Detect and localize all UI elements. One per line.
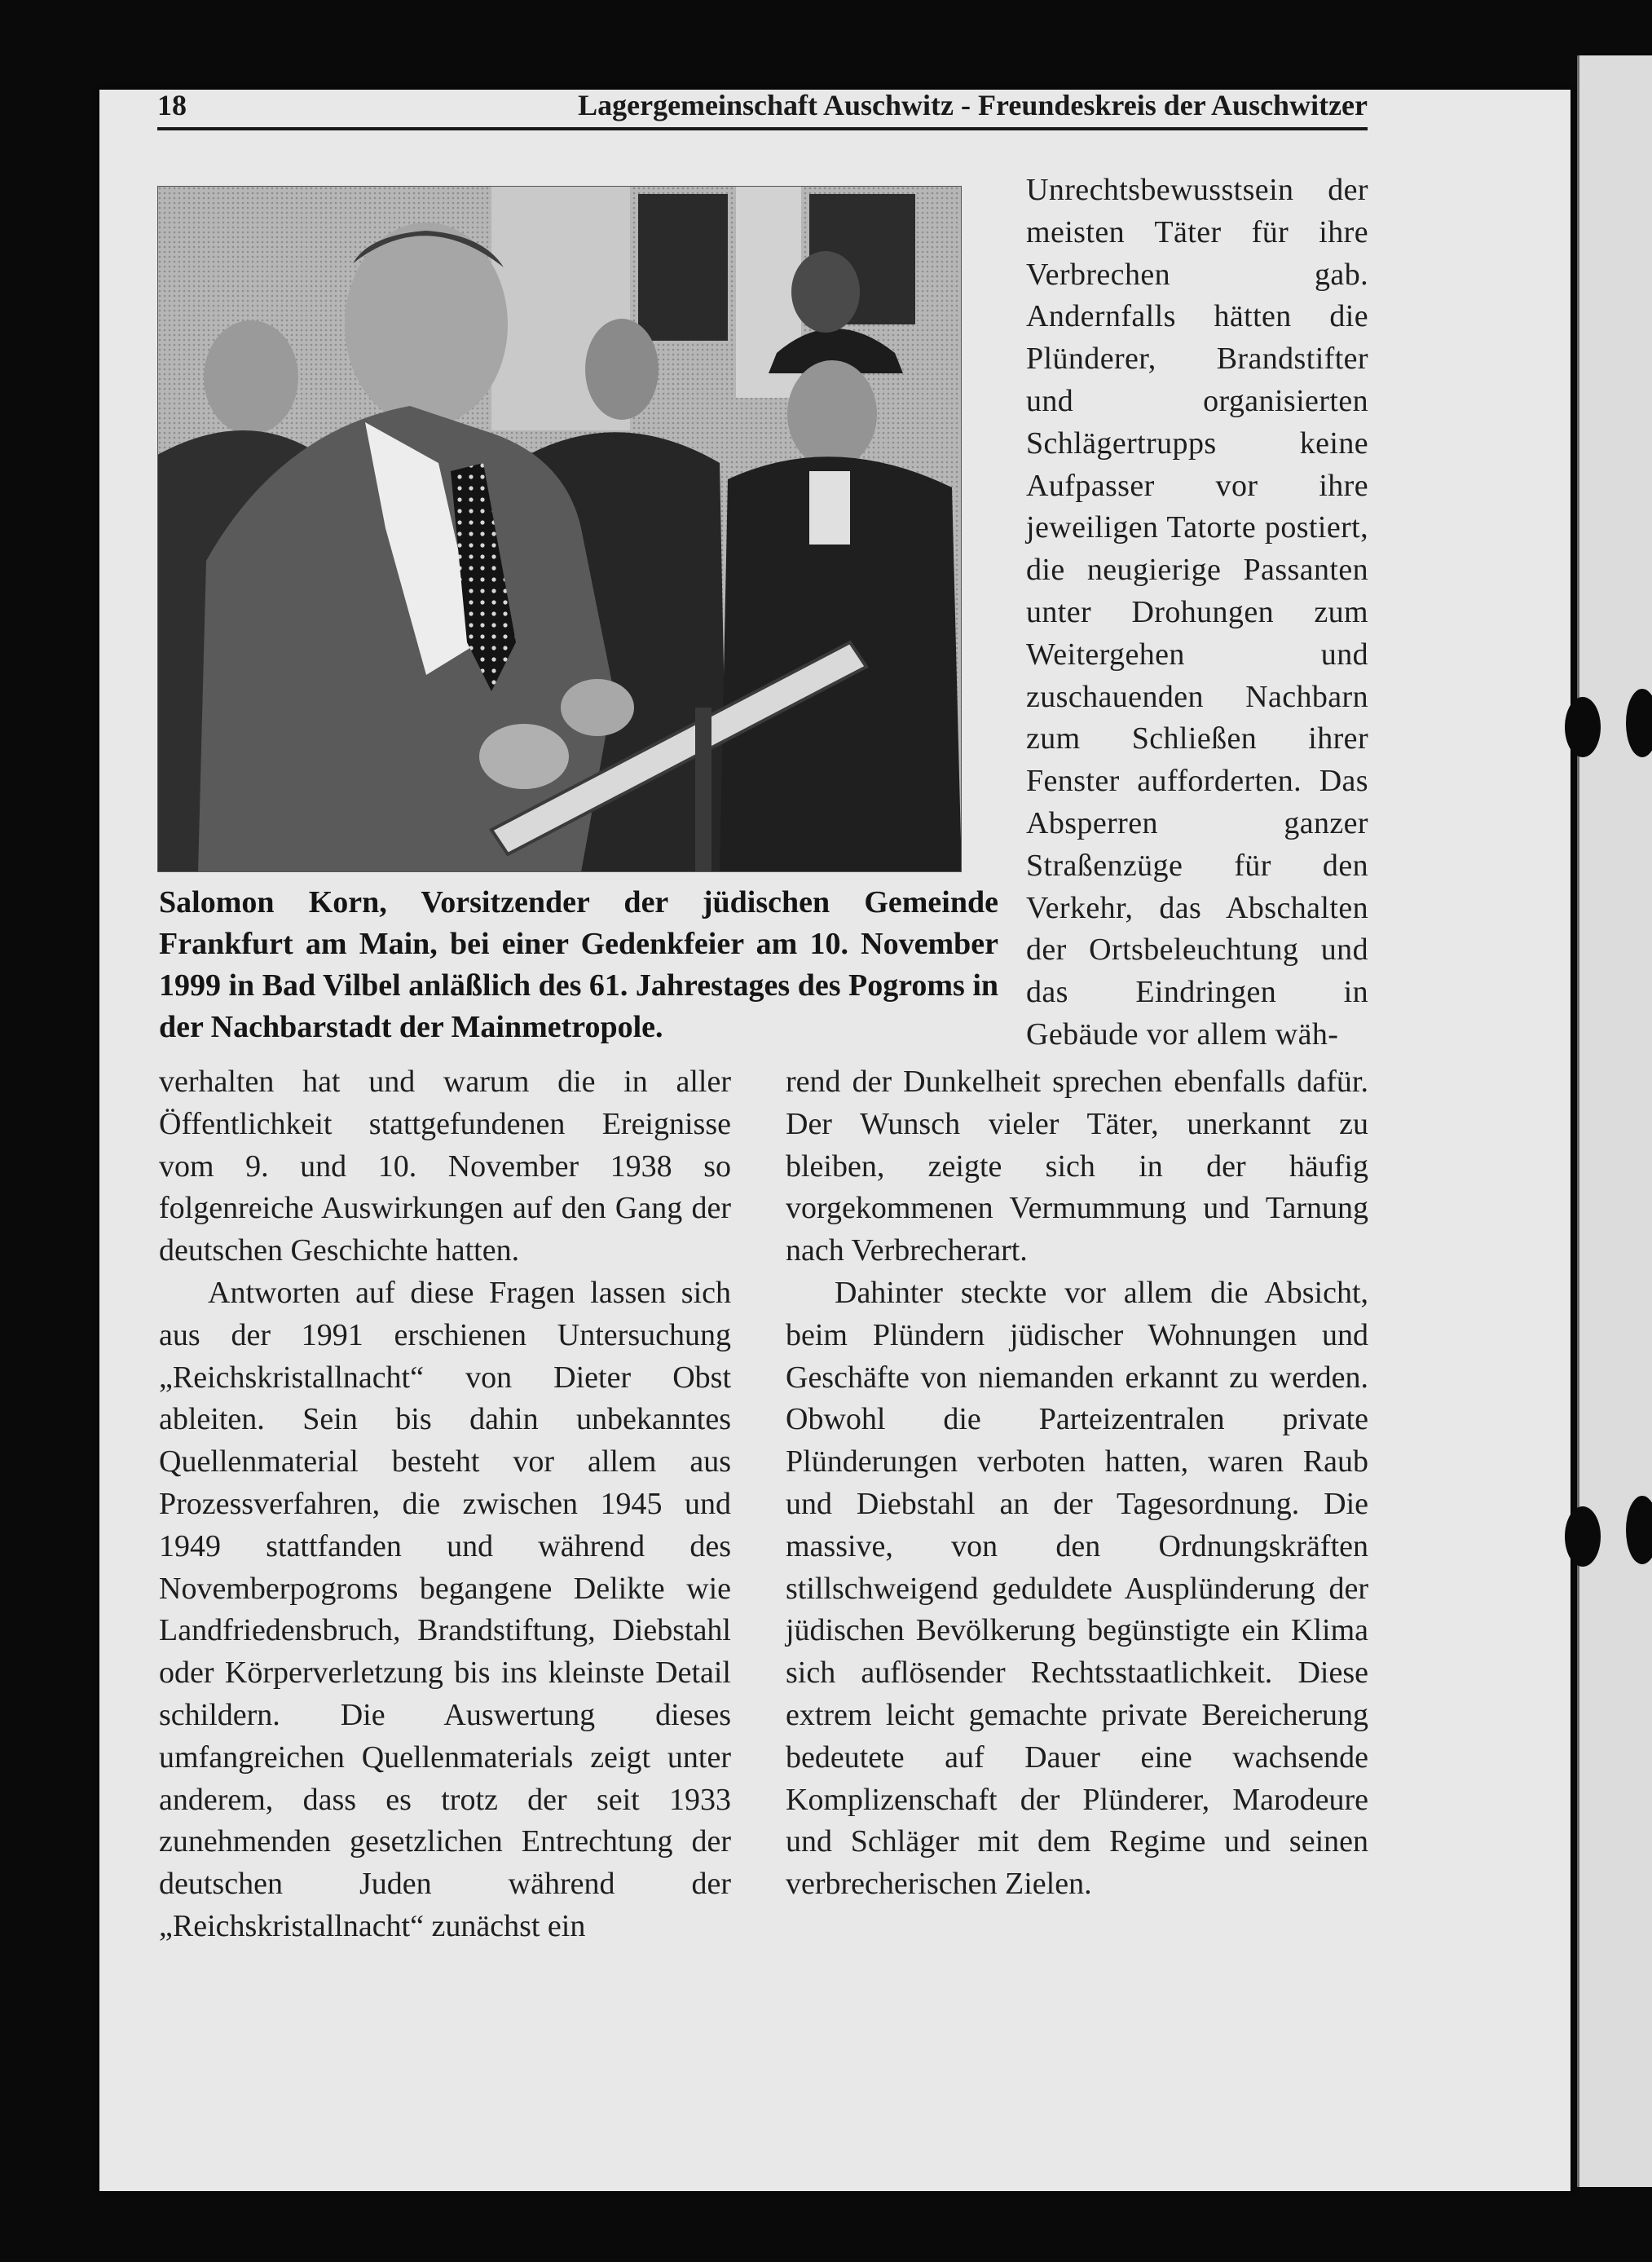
adjacent-punch-hole: [1626, 1496, 1652, 1564]
text-column-top-right: [1026, 170, 1368, 1056]
paragraph: Dahinter steckte vor allem die Absicht, beim Plündern jüdischer Wohnungen und Geschäfte von niemanden erkannt zu werden. Obwohl die Parteizentralen private Plünderungen verboten hatten, waren Raub und Diebstahl an der Tagesordnung. Die massive, von den Ordnungskräften stillschweigend geduldete Ausplünderung der jüdischen Bevölkerung begünstigte ein Klima sich auflösender Rechtsstaatlichkeit. Diese extrem leicht gemachte private Bereicherung bedeutete auf Dauer eine wachsende Komplizenschaft der Plünderer, Marodeure und Schläger mit dem Regime und seinen verbrecherischen Zielen.: [786, 1275, 1368, 1902]
paragraph: rend der Dunkelheit sprechen ebenfalls dafür. Der Wunsch vieler Täter, unerkannt zu bleiben, zeigte sich in der häufig vorgekommenen Vermummung und Tarnung nach Verbrecherart.: [786, 1065, 1368, 1268]
page-number: 18: [157, 89, 187, 121]
text-column-right: [786, 1061, 1368, 1906]
paragraph: verhalten hat und warum die in aller Öffentlichkeit stattgefundenen Ereignisse vom 9. und 10. November 1938 so folgenreiche Auswirkungen auf den Gang der deutschen Geschichte hatten.: [159, 1065, 731, 1268]
adjacent-page-edge: [1577, 55, 1652, 2187]
journal-title: Lagergemeinschaft Auschwitz - Freundeskreis der Auschwitzer: [578, 89, 1368, 121]
adjacent-punch-hole: [1626, 689, 1652, 757]
paragraph: Unrechtsbewusstsein der meisten Täter für ihre Verbrechen gab. Andernfalls hätten die Plünderer, Brandstifter und organisierten Schlägertrupps keine Aufpasser vor ihre jeweiligen Tatorte postiert, die neugierige Passanten unter Drohungen zum Weitergehen und zuschauenden Nachbarn zum Schließen ihrer Fenster aufforderten. Das Absperren ganzer Straßenzüge für den Verkehr, das Abschalten der Ortsbeleuchtung und das Eindringen in Gebäude vor allem wäh-: [1026, 173, 1368, 1052]
running-header: [157, 88, 1368, 130]
text-column-left: [159, 1061, 731, 1948]
punch-hole: [1565, 697, 1601, 757]
press-photo: [157, 186, 962, 872]
photo-caption: Salomon Korn, Vorsitzender der jüdischen Gemeinde Frankfurt am Main, bei einer Gedenkfeier am 10. November 1999 in Bad Vilbel anläßlich des 61. Jahrestages des Pogroms in der Nachbarstadt der Mainmetropole.: [159, 885, 999, 1044]
paragraph: Antworten auf diese Fragen lassen sich aus der 1991 erschienen Untersuchung „Reichskristallnacht“ von Dieter Obst ableiten. Sein bis dahin unbekanntes Quellenmaterial besteht vor allem aus Prozessverfahren, die zwischen 1945 und 1949 stattfanden und während des Novemberpogroms begangene Delikte wie Landfriedensbruch, Brandstiftung, Diebstahl oder Körperverletzung bis ins kleinste Detail schildern. Die Auswertung dieses umfangreichen Quellenmaterials zeigt unter anderem, dass es trotz der seit 1933 zunehmenden gesetzlichen Entrechtung der deutschen Juden während der „Reichskristallnacht“ zunächst ein: [159, 1275, 731, 1943]
punch-hole: [1565, 1506, 1601, 1567]
